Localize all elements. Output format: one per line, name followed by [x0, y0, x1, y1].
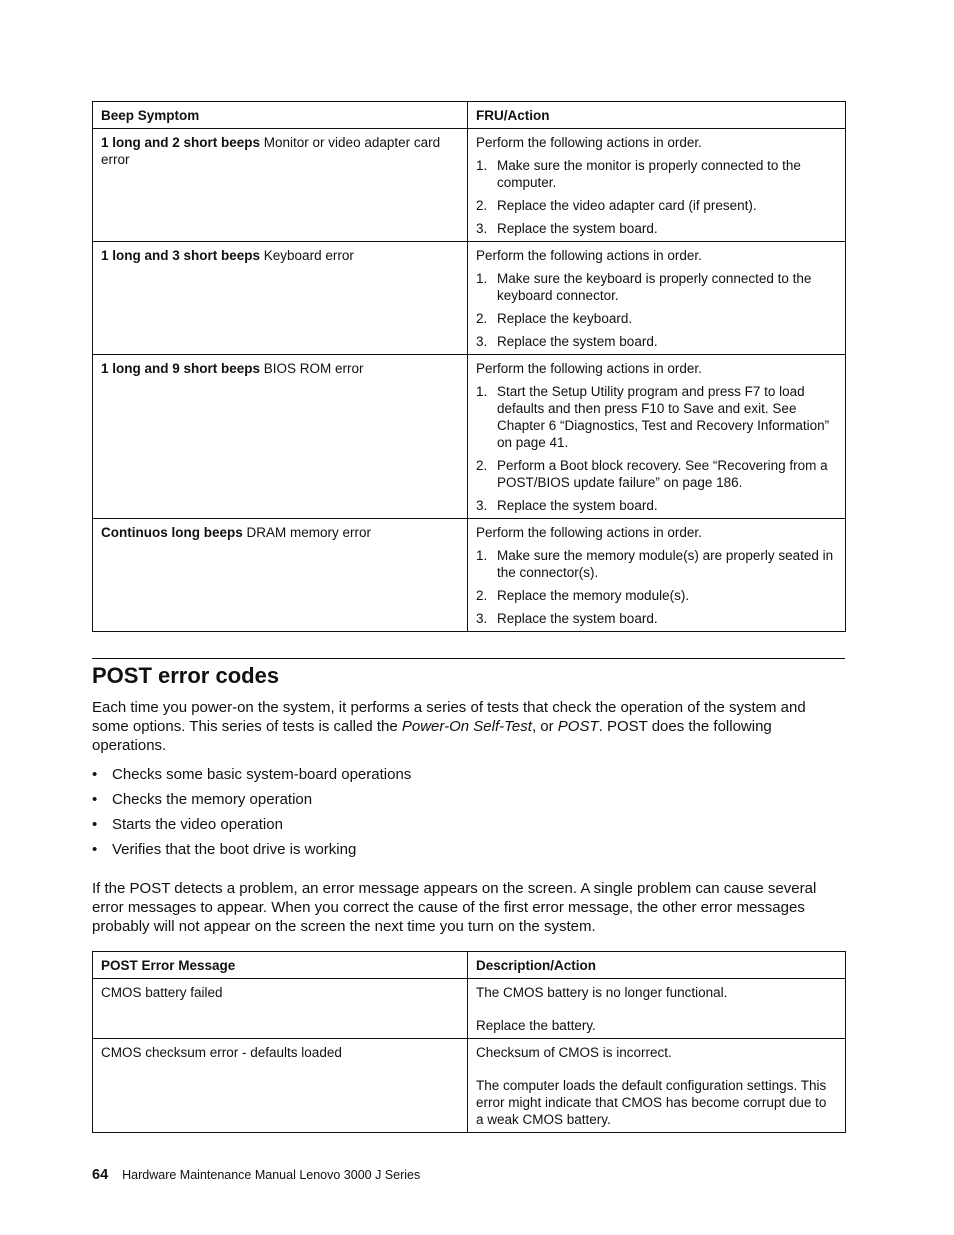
- action-cell: [468, 129, 846, 242]
- symptom-cell: [93, 355, 468, 519]
- step-number: 2.: [476, 458, 488, 473]
- footer-title: Hardware Maintenance Manual Lenovo 3000 J Series: [122, 1168, 421, 1182]
- step-text: Make sure the monitor is properly connected to the computer.: [497, 158, 801, 190]
- description-cell: [468, 1039, 846, 1133]
- step-number: 1.: [476, 548, 488, 563]
- error-message-cell: CMOS checksum error - defaults loaded: [93, 1039, 468, 1133]
- description-line: Replace the battery.: [476, 1018, 596, 1033]
- symptom-beep-pattern: 1 long and 3 short beeps: [101, 248, 261, 263]
- step-text: Replace the video adapter card (if present).: [497, 198, 757, 213]
- intro-text: . POST does the following operations.: [92, 718, 772, 754]
- intro-text: , or: [531, 718, 558, 735]
- section-divider: [92, 658, 845, 659]
- post-error-table: [92, 951, 846, 1133]
- action-steps: [476, 383, 837, 514]
- list-item: [92, 790, 845, 809]
- table-header-row: [93, 952, 846, 979]
- action-step: [476, 383, 837, 451]
- list-item-text: Checks some basic system-board operations: [112, 766, 412, 783]
- symptom-beep-pattern: Continuos long beeps: [101, 525, 243, 540]
- list-item: [92, 840, 845, 859]
- column-header-post-error-message: POST Error Message: [93, 952, 468, 979]
- step-text: Perform a Boot block recovery. See “Recovering from a POST/BIOS update failure” on page 186.: [497, 458, 828, 490]
- step-number: 3.: [476, 498, 488, 513]
- action-step: [476, 457, 837, 491]
- action-step: [476, 270, 837, 304]
- step-text: Replace the system board.: [497, 334, 658, 349]
- description-line: Checksum of CMOS is incorrect.: [476, 1045, 672, 1060]
- column-header-beep-symptom: Beep Symptom: [93, 102, 468, 129]
- step-number: 2.: [476, 198, 488, 213]
- step-text: Start the Setup Utility program and press F7 to load defaults and then press F10 to Save and exit. See Chapter 6 “Diagnostics, Test and Recovery Information” on page 41.: [497, 384, 830, 450]
- symptom-description: Keyboard error: [260, 248, 354, 263]
- action-step: [476, 547, 837, 581]
- action-step: [476, 587, 837, 604]
- action-cell: [468, 242, 846, 355]
- error-message-cell: CMOS battery failed: [93, 979, 468, 1039]
- symptom-beep-pattern: 1 long and 2 short beeps: [101, 135, 261, 150]
- bullet-icon: •: [92, 766, 98, 783]
- step-number: 2.: [476, 311, 488, 326]
- action-step: [476, 310, 837, 327]
- table-row: [93, 519, 846, 632]
- step-number: 1.: [476, 384, 488, 399]
- action-lead: Perform the following actions in order.: [476, 525, 702, 540]
- table-row: [93, 1039, 846, 1133]
- intro-paragraph: [92, 698, 845, 755]
- description-cell: [468, 979, 846, 1039]
- action-cell: [468, 355, 846, 519]
- action-steps: [476, 270, 837, 350]
- symptom-beep-pattern: 1 long and 9 short beeps: [101, 361, 261, 376]
- action-lead: Perform the following actions in order.: [476, 135, 702, 150]
- step-number: 2.: [476, 588, 488, 603]
- symptom-cell: [93, 519, 468, 632]
- action-step: [476, 197, 837, 214]
- list-item-text: Verifies that the boot drive is working: [112, 841, 357, 858]
- step-number: 3.: [476, 611, 488, 626]
- symptom-cell: [93, 242, 468, 355]
- column-header-description-action: Description/Action: [468, 952, 846, 979]
- action-lead: Perform the following actions in order.: [476, 361, 702, 376]
- symptom-description: Monitor or video adapter card error: [101, 135, 441, 167]
- step-text: Replace the system board.: [497, 498, 658, 513]
- step-text: Replace the keyboard.: [497, 311, 633, 326]
- bullet-icon: •: [92, 816, 98, 833]
- step-text: Make sure the memory module(s) are properly seated in the connector(s).: [497, 548, 834, 580]
- step-text: Make sure the keyboard is properly connected to the keyboard connector.: [497, 271, 812, 303]
- list-item: [92, 815, 845, 834]
- action-step: [476, 157, 837, 191]
- intro-text: Each time you power-on the system, it performs a series of tests that check the operation of the system and some options. This series of tests is called the: [92, 699, 806, 735]
- step-text: Replace the memory module(s).: [497, 588, 690, 603]
- intro-term-power-on-self-test: Power-On Self-Test: [401, 718, 532, 735]
- detect-paragraph: If the POST detects a problem, an error message appears on the screen. A single problem can cause several error messages to appear. When you correct the cause of the first error message, the other error messages probably will not appear on the screen the next time you turn on the system.: [92, 880, 817, 935]
- section-title: POST error codes: [92, 663, 280, 688]
- manual-page: [92, 101, 845, 1133]
- list-item-text: Checks the memory operation: [112, 791, 313, 808]
- post-operations-list: [92, 765, 845, 859]
- step-text: Replace the system board.: [497, 221, 658, 236]
- list-item-text: Starts the video operation: [112, 816, 283, 833]
- step-number: 1.: [476, 158, 488, 173]
- table-row: [93, 355, 846, 519]
- bullet-icon: •: [92, 841, 98, 858]
- action-step: [476, 333, 837, 350]
- table-row: [93, 979, 846, 1039]
- symptom-description: BIOS ROM error: [260, 361, 364, 376]
- bullet-icon: •: [92, 791, 98, 808]
- page-number: 64: [92, 1167, 109, 1183]
- table-header-row: [93, 102, 846, 129]
- step-text: Replace the system board.: [497, 611, 658, 626]
- action-step: [476, 220, 837, 237]
- table-row: [93, 129, 846, 242]
- action-steps: [476, 157, 837, 237]
- symptom-description: DRAM memory error: [242, 525, 372, 540]
- column-header-fru-action: FRU/Action: [468, 102, 846, 129]
- step-number: 3.: [476, 334, 488, 349]
- action-cell: [468, 519, 846, 632]
- step-number: 1.: [476, 271, 488, 286]
- table-row: [93, 242, 846, 355]
- description-line: The computer loads the default configuration settings. This error might indicate that CMOS has become corrupt due to a weak CMOS battery.: [476, 1078, 827, 1127]
- page-footer: [92, 1166, 420, 1184]
- action-steps: [476, 547, 837, 627]
- action-lead: Perform the following actions in order.: [476, 248, 702, 263]
- action-step: [476, 610, 837, 627]
- action-step: [476, 497, 837, 514]
- list-item: [92, 765, 845, 784]
- intro-term-post: POST: [557, 718, 599, 735]
- beep-symptom-table: [92, 101, 846, 632]
- step-number: 3.: [476, 221, 488, 236]
- symptom-cell: [93, 129, 468, 242]
- description-line: The CMOS battery is no longer functional.: [476, 985, 728, 1000]
